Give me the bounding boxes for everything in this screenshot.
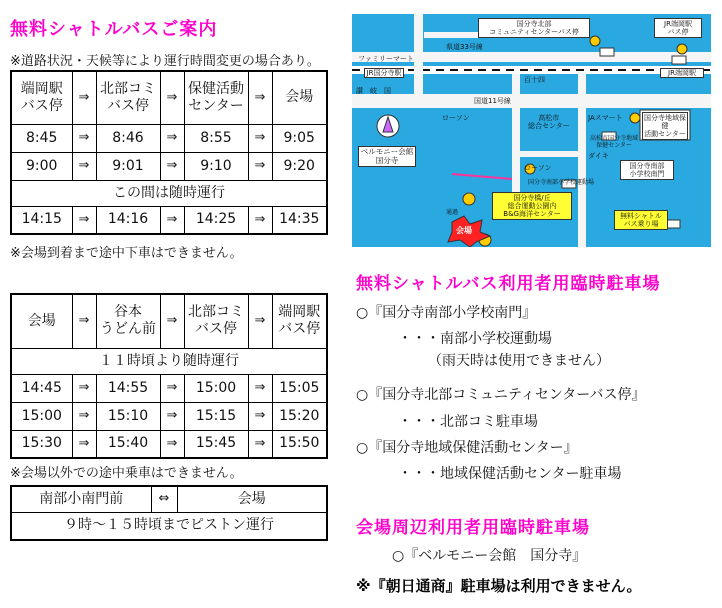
arrow: ⇒ (72, 71, 96, 124)
parking-item-2-name: ○『国分寺北部コミュニティセンターバス停』 (356, 387, 646, 403)
inbound-timetable (10, 293, 328, 459)
arrow: ⇒ (248, 374, 272, 402)
time-cell: 8:55 (184, 124, 248, 152)
arrow: ⇒ (72, 124, 96, 152)
header-hoken: 保健活動 センター (184, 71, 248, 124)
arrow: ⇒ (72, 294, 96, 348)
time-cell: 9:10 (184, 152, 248, 180)
time-cell: 15:45 (184, 430, 248, 458)
label-familymart: ファミリーマート (358, 55, 414, 63)
label-sanuki: 讃 岐 国 (356, 87, 391, 95)
label-health-center: 国分寺地域保健 活動センター (642, 112, 688, 140)
east-road (578, 74, 586, 247)
label-daiki: ダイキ (588, 152, 609, 160)
arrow: ⇒ (72, 402, 96, 430)
table-row (11, 402, 327, 430)
label-north-cc-bus: 国分寺北部 コミュニティセンターバス停 (478, 18, 590, 38)
label-hyakujukyo: 百十四 (524, 76, 545, 84)
arrow: ⇒ (160, 430, 184, 458)
time-cell: 15:30 (11, 430, 72, 458)
arrow: ⇒ (160, 152, 184, 180)
arrow: ⇒ (248, 124, 272, 152)
parking-item-3-lot: ・・・地域保健活動センター駐車場 (398, 466, 622, 482)
label-lawson-2: ローソン (524, 164, 552, 172)
shuttle-title: 無料シャトルバスご案内 (10, 19, 218, 40)
interval-row (11, 348, 327, 374)
label-lawson-1: ローソン (442, 114, 470, 122)
arrow: ⇒ (248, 294, 272, 348)
time-cell: 14:45 (11, 374, 72, 402)
arrow: ⇒ (248, 206, 272, 234)
note-operation-change: ※道路状況・天候等により運行時間変更の場合あり。 (10, 54, 320, 69)
route-line (452, 174, 512, 179)
label-hashioka-bus: JR端岡駅 バス停 (654, 18, 702, 38)
bus-icon (600, 48, 614, 56)
label-route33: 県道33号線 (446, 43, 483, 51)
time-cell: 15:20 (272, 402, 327, 430)
time-cell: 9:00 (11, 152, 72, 180)
label-nanbu-school: 国分寺南部 小学校南門 (620, 160, 674, 180)
route-11-road (352, 94, 711, 108)
time-cell: 15:10 (96, 402, 160, 430)
parking-item-1-name: ○『国分寺南部小学校南門』 (356, 305, 537, 321)
header-hashioka: 端岡駅 バス停 (11, 71, 72, 124)
parking-title: 無料シャトルバス利用者用臨時駐車場 (356, 274, 661, 294)
arrow: ⇒ (160, 374, 184, 402)
header-hokubu: 北部コミ バス停 (96, 71, 160, 124)
time-cell: 15:40 (96, 430, 160, 458)
label-belmonie: ベルモニー会館 国分寺 (358, 146, 416, 167)
venue-parking-item: ○『ベルモニー会館 国分寺』 (392, 548, 587, 564)
bus-icon (672, 56, 686, 64)
arrow: ⇒ (248, 402, 272, 430)
parking-item-2-lot: ・・・北部コミ駐車場 (398, 414, 538, 430)
piston-from: 南部小南門前 (11, 486, 151, 512)
arrow: ⇒ (72, 374, 96, 402)
arrow: ⇒ (160, 294, 184, 348)
header-venue: 会場 (272, 71, 327, 124)
arrow: ⇒ (160, 206, 184, 234)
table-row (11, 430, 327, 458)
outbound-header-row (11, 71, 327, 124)
interval-note: この間は随時運行 (11, 180, 327, 206)
table-row (11, 512, 327, 540)
bus-icon (666, 220, 680, 228)
time-cell: 15:00 (11, 402, 72, 430)
center-road (512, 74, 520, 194)
label-park: 国分寺橋/丘 総合運動公園内 B&G海洋センター (492, 192, 572, 220)
time-cell: 14:55 (96, 374, 160, 402)
double-arrow: ⇔ (151, 486, 177, 512)
header-tanimoto: 谷本 うどん前 (96, 294, 160, 348)
time-cell: 14:15 (11, 206, 72, 234)
outbound-timetable (10, 70, 328, 235)
time-cell: 14:16 (96, 206, 160, 234)
label-ja: JAスマート (588, 114, 623, 122)
label-health-short: 高松市国分寺地域 保健センター (590, 135, 639, 149)
time-cell: 9:20 (272, 152, 327, 180)
label-jr-hashioka: JR端岡駅 (660, 68, 704, 78)
area-map (352, 14, 711, 247)
bus-stop-marker-icon (590, 36, 600, 46)
bus-stop-marker-icon (630, 113, 640, 123)
table-row (11, 486, 327, 512)
piston-to: 会場 (177, 486, 327, 512)
asahi-parking-warning: ※『朝日通商』駐車場は利用できません。 (356, 577, 642, 595)
label-pass: 通過 (446, 209, 459, 216)
time-cell: 15:50 (272, 430, 327, 458)
time-cell: 15:15 (184, 402, 248, 430)
time-cell: 9:05 (272, 124, 327, 152)
header-venue: 会場 (11, 294, 72, 348)
arrow: ⇒ (72, 206, 96, 234)
arrow: ⇒ (72, 152, 96, 180)
time-cell: 9:01 (96, 152, 160, 180)
time-cell: 8:46 (96, 124, 160, 152)
arrow: ⇒ (160, 71, 184, 124)
label-takamatsu: 高松市 総合センター (528, 114, 570, 131)
label-venue: 会場 (456, 226, 472, 235)
arrow: ⇒ (248, 71, 272, 124)
bus-stop-marker-icon (463, 193, 475, 205)
parking-item-3-name: ○『国分寺地域保健活動センター』 (356, 440, 578, 456)
parking-item-1-extra: （雨天時は使用できません） (428, 353, 610, 369)
label-route11: 国道11号線 (474, 97, 511, 105)
interval-note: １１時頃より随時運行 (11, 348, 327, 374)
time-cell: 15:05 (272, 374, 327, 402)
jr-railway (352, 66, 711, 74)
inbound-header-row (11, 294, 327, 348)
parking-item-1-lot: ・・・南部小学校運動場 (398, 331, 552, 347)
north-road (414, 14, 423, 94)
interval-row (11, 180, 327, 206)
table-row (11, 124, 327, 152)
bus-stop-marker-icon (677, 44, 687, 54)
venue-parking-title: 会場周辺利用者用臨時駐車場 (356, 518, 590, 538)
table-row (11, 206, 327, 234)
arrow: ⇒ (248, 152, 272, 180)
time-cell: 14:35 (272, 206, 327, 234)
header-hashioka: 端岡駅 バス停 (272, 294, 327, 348)
piston-note: ９時～１５時頃までピストン運行 (11, 512, 327, 540)
header-hokubu: 北部コミ バス停 (184, 294, 248, 348)
table-row (11, 374, 327, 402)
note-no-drop-off: ※会場到着まで途中下車はできません。 (10, 246, 243, 261)
table-row (11, 152, 327, 180)
label-jr-kokubunji: JR国分寺駅 (364, 68, 404, 78)
arrow: ⇒ (72, 430, 96, 458)
arrow: ⇒ (160, 124, 184, 152)
piston-timetable (10, 485, 328, 541)
arrow: ⇒ (248, 430, 272, 458)
label-shuttle-stop: 無料シャトル バス乗り場 (614, 210, 668, 230)
note-no-boarding: ※会場以外での途中乗車はできません。 (10, 466, 243, 481)
time-cell: 8:45 (11, 124, 72, 152)
time-cell: 14:25 (184, 206, 248, 234)
arrow: ⇒ (160, 402, 184, 430)
time-cell: 15:00 (184, 374, 248, 402)
label-nanbu-school-small: 国分寺南部小学校運動場 (528, 179, 595, 186)
